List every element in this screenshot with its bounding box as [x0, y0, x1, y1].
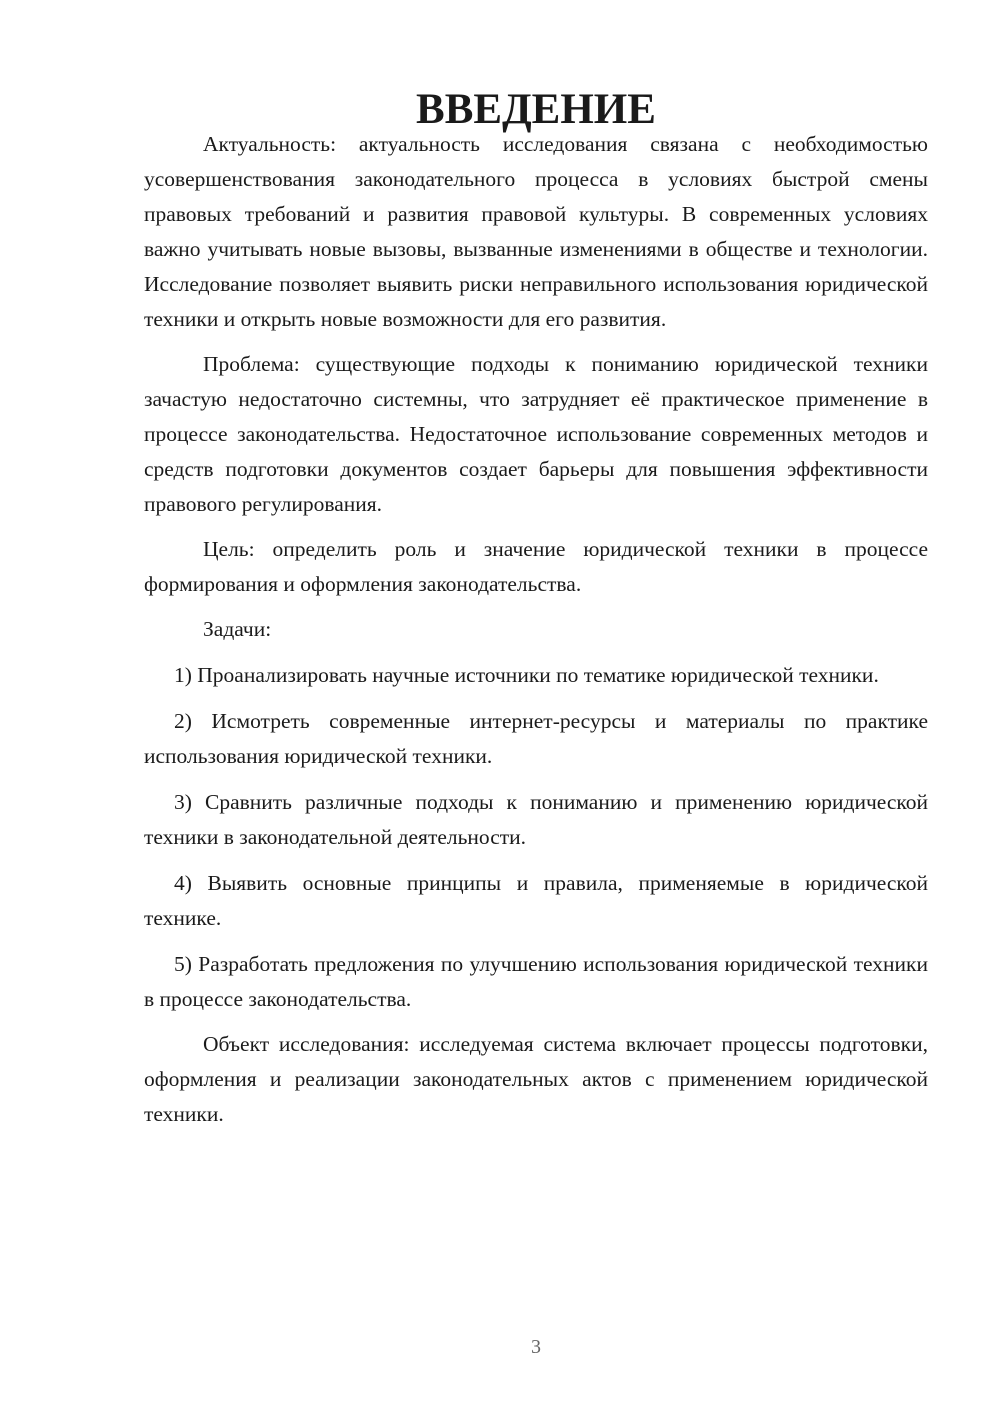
paragraph-relevance: Актуальность: актуальность исследования связана с необходимостью усовершенствования законодательного процесса в условиях быстрой смены правовых требований и развития правовой культуры. В современных условиях важно учитывать новые вызовы, вызванные изменениями в обществе и технологии. Исследование позволяет выявить риски неправильного использования юридической техники и открыть новые возможности для его развития. [144, 132, 928, 331]
page-number: 3 [531, 1336, 541, 1358]
task-item-5: 5) Разработать предложения по улучшению использования юридической техники в процессе законодательства. [144, 952, 928, 1011]
paragraph-object: Объект исследования: исследуемая система включает процессы подготовки, оформления и реализации законодательных актов с применением юридической техники. [144, 1032, 928, 1126]
section-title: ВВЕДЕНИЕ [416, 86, 656, 133]
task-item-1: 1) Проанализировать научные источники по тематике юридической техники. [174, 663, 879, 687]
paragraph-problem: Проблема: существующие подходы к пониманию юридической техники зачастую недостаточно системны, что затрудняет её практическое применение в процессе законодательства. Недостаточное использование современных методов и средств подготовки документов создает барьеры для повышения эффективности правового регулирования. [144, 352, 928, 516]
document-page [144, 86, 928, 1132]
task-item-4: 4) Выявить основные принципы и правила, применяемые в юридической технике. [144, 871, 928, 930]
task-item-2: 2) Исмотреть современные интернет-ресурсы и материалы по практике использования юридической техники. [144, 709, 928, 768]
paragraph-goal: Цель: определить роль и значение юридической техники в процессе формирования и оформления законодательства. [144, 537, 928, 596]
task-item-3: 3) Сравнить различные подходы к пониманию и применению юридической техники в законодательной деятельности. [144, 790, 928, 849]
tasks-heading: Задачи: [203, 617, 272, 641]
